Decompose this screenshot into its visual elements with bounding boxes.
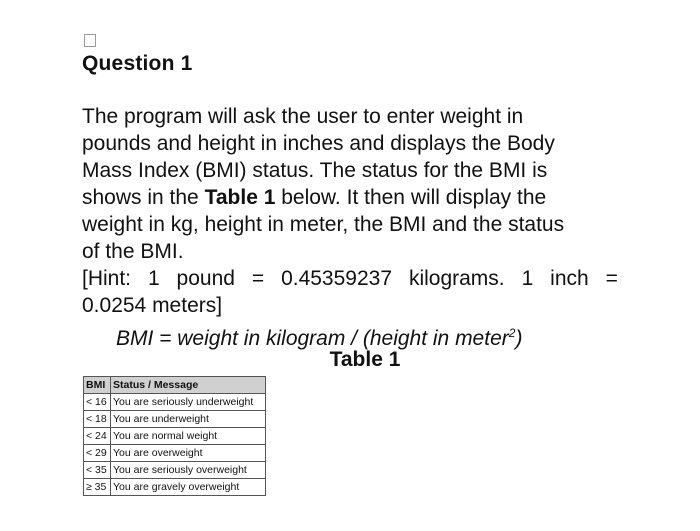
- hint-word: inch: [550, 267, 589, 290]
- bmi-cell: < 29: [84, 445, 111, 462]
- paragraph-line: Mass Index (BMI) status. The status for the BMI is: [82, 159, 548, 182]
- table-row: [84, 462, 266, 479]
- paragraph-text: shows in the: [82, 186, 205, 209]
- status-cell: You are seriously overweight: [111, 462, 266, 479]
- table-reference: Table 1: [204, 186, 276, 209]
- hint-word: 0.45359237: [281, 267, 393, 290]
- status-cell: You are seriously underweight: [111, 394, 266, 411]
- header-bmi: BMI: [84, 377, 111, 394]
- table-row: [84, 394, 266, 411]
- bmi-table: [83, 376, 266, 496]
- bmi-cell: < 16: [84, 394, 111, 411]
- table-row: [84, 445, 266, 462]
- hint-word: [Hint:: [82, 267, 132, 290]
- hint-word: =: [251, 267, 265, 290]
- paragraph-line: [82, 184, 618, 211]
- formula-text: BMI = weight in kilogram / (height in meter: [116, 327, 509, 350]
- paragraph-line: of the BMI.: [82, 240, 184, 263]
- bmi-cell: < 18: [84, 411, 111, 428]
- hint: [82, 265, 618, 319]
- paragraph-text: below. It then will display the: [275, 186, 547, 209]
- table-row: [84, 428, 266, 445]
- status-cell: You are gravely overweight: [111, 479, 266, 496]
- hint-word: =: [605, 267, 618, 290]
- hint-line: 0.0254 meters]: [82, 294, 223, 317]
- checkbox[interactable]: [84, 34, 96, 47]
- table-caption: Table 1: [329, 348, 401, 371]
- bmi-cell: < 24: [84, 428, 111, 445]
- status-cell: You are normal weight: [111, 428, 266, 445]
- table-row: [84, 479, 266, 496]
- question-title: Question 1: [82, 52, 193, 75]
- hint-word: 1: [147, 267, 160, 290]
- header-status: Status / Message: [111, 377, 266, 394]
- table-row: [84, 411, 266, 428]
- hint-word: 1: [521, 267, 534, 290]
- question-paragraph: [82, 103, 618, 265]
- formula-exponent: 2: [508, 326, 516, 340]
- hint-line: [82, 265, 618, 292]
- bmi-cell: < 35: [84, 462, 111, 479]
- hint-word: pound: [176, 267, 235, 290]
- hint-word: kilograms.: [408, 267, 505, 290]
- table-header-row: [84, 377, 266, 394]
- paragraph-line: The program will ask the user to enter weight in: [82, 105, 524, 128]
- formula-text: ): [515, 327, 523, 350]
- status-cell: You are overweight: [111, 445, 266, 462]
- bmi-cell: ≥ 35: [84, 479, 111, 496]
- paragraph-line: pounds and height in inches and displays the Body: [82, 132, 555, 155]
- status-cell: You are underweight: [111, 411, 266, 428]
- paragraph-line: weight in kg, height in meter, the BMI and the status: [82, 213, 565, 236]
